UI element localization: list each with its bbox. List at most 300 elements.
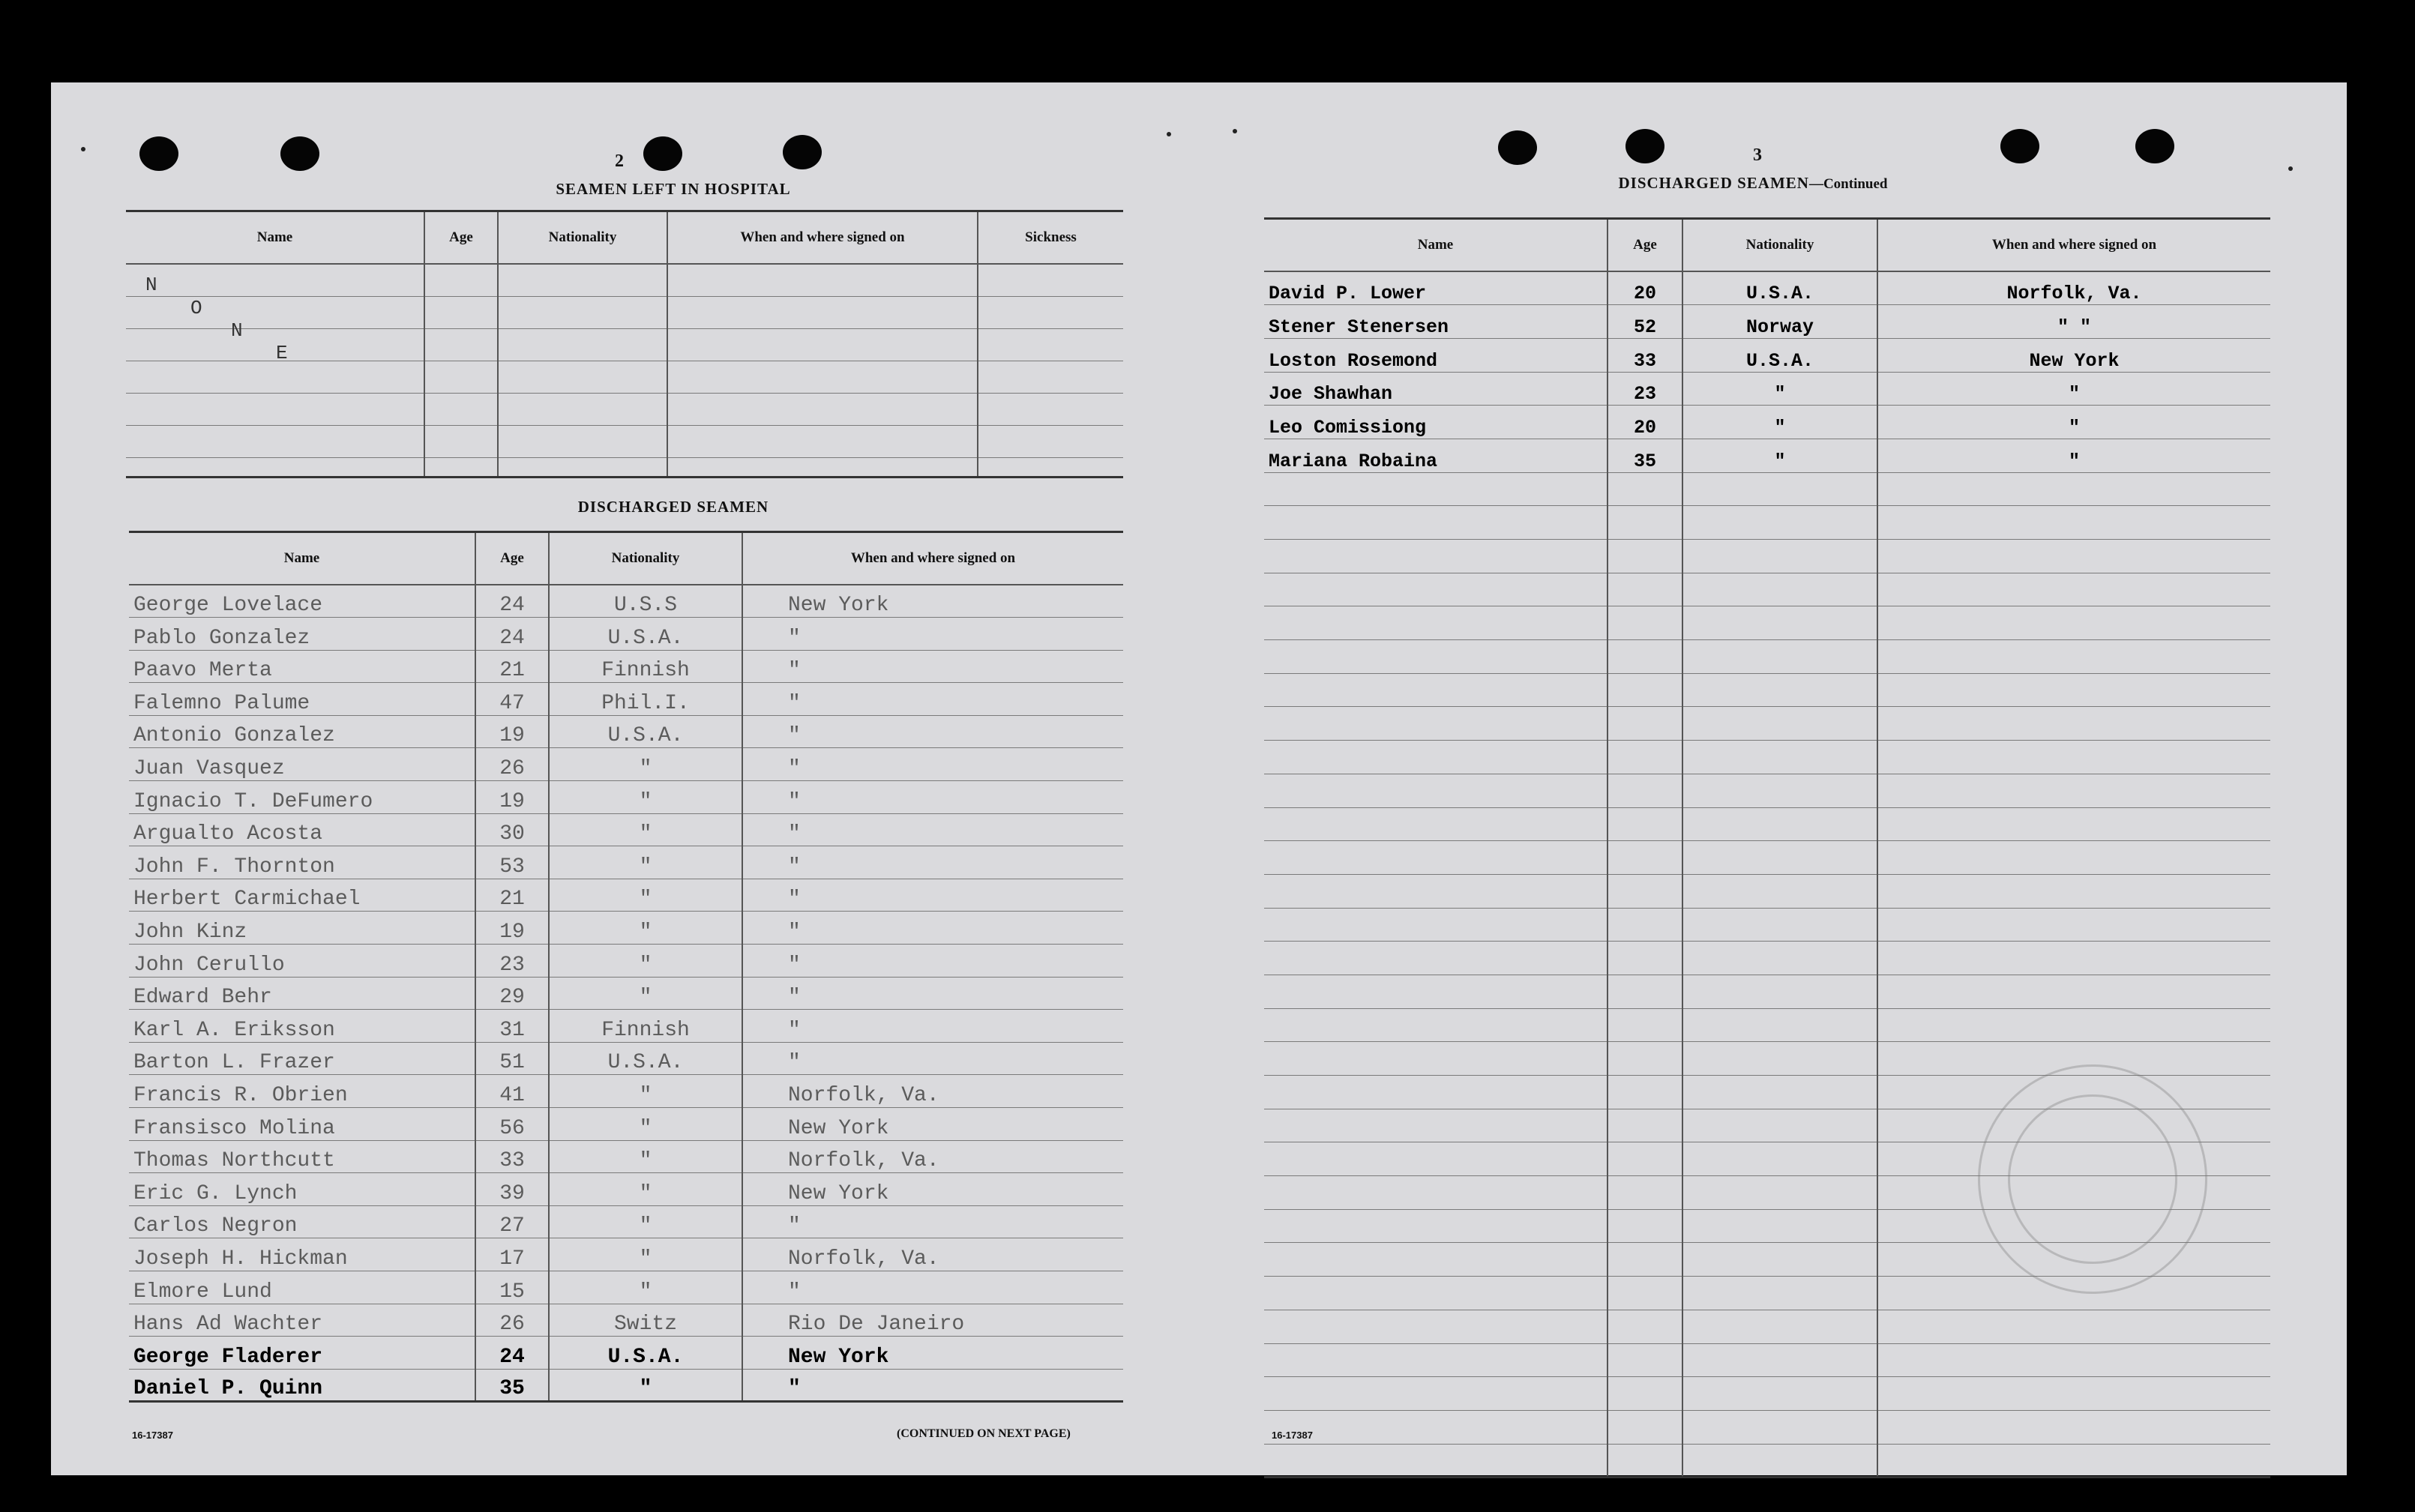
cell-nationality [1682, 707, 1877, 741]
cell-name: Daniel P. Quinn [129, 1369, 475, 1402]
cell-signed-on: " [742, 748, 1123, 781]
table-row [129, 945, 1123, 978]
cell-nationality [1682, 975, 1877, 1008]
cell-signed-on [1877, 942, 2270, 975]
faded-stamp-inner [2008, 1094, 2177, 1264]
cell-age [1608, 741, 1682, 774]
cell-nationality: U.S.A. [549, 618, 742, 651]
table-row [126, 425, 1123, 457]
speck [2288, 166, 2293, 171]
table-row [126, 457, 1123, 477]
cell-age [1608, 807, 1682, 841]
col-header-signed-on: When and where signed on [667, 211, 978, 265]
cell-name [1264, 874, 1608, 908]
cell-name: Argualto Acosta [129, 813, 475, 846]
cell-name: Hans Ad Wachter [129, 1304, 475, 1337]
form-number-right: 16-17387 [1272, 1430, 1313, 1441]
table-row [1264, 1444, 2270, 1478]
cell-signed-on [1877, 540, 2270, 573]
table-row [126, 393, 1123, 425]
punch-hole [783, 135, 822, 169]
cell-name: Leo Comissiong [1264, 406, 1608, 439]
col-header-signed-on: When and where signed on [742, 532, 1123, 585]
cell-nationality: " [549, 1271, 742, 1304]
cell-name [1264, 506, 1608, 540]
cell-age: 24 [475, 585, 549, 618]
discharged-continued-label: DISCHARGED SEAMEN [1618, 174, 1809, 192]
table-row [1264, 774, 2270, 807]
cell-signed-on: " [742, 879, 1123, 912]
cell-name: Juan Vasquez [129, 748, 475, 781]
cell-name: Falemno Palume [129, 683, 475, 716]
cell-signed-on: Norfolk, Va. [1877, 271, 2270, 305]
cell-age: 24 [475, 1337, 549, 1370]
col-header-sickness: Sickness [978, 211, 1123, 265]
none-letter: O [190, 297, 202, 319]
cell-signed-on [1877, 774, 2270, 807]
cell-age: 33 [1608, 338, 1682, 372]
cell-nationality [1682, 1310, 1877, 1343]
cell-age: 19 [475, 912, 549, 945]
cell-nationality: " [549, 1140, 742, 1173]
cell-name [1264, 841, 1608, 875]
table-row [129, 683, 1123, 716]
cell-age [1608, 975, 1682, 1008]
cell-name [1264, 1076, 1608, 1109]
cell-name [1264, 1410, 1608, 1444]
cell-signed-on: New York [742, 1108, 1123, 1141]
none-letter: E [276, 342, 288, 364]
cell-age: 19 [475, 781, 549, 814]
punch-hole [2135, 129, 2174, 163]
table-row [129, 1369, 1123, 1402]
cell-nationality [1682, 606, 1877, 640]
cell-age [1608, 1410, 1682, 1444]
cell-name: Fransisco Molina [129, 1108, 475, 1141]
cell-nationality [1682, 874, 1877, 908]
cell-name [1264, 540, 1608, 573]
cell-signed-on: " [742, 846, 1123, 879]
table-row [1264, 707, 2270, 741]
cell-nationality: U.S.A. [549, 1337, 742, 1370]
page-number-left: 2 [615, 151, 624, 171]
cell-name: Antonio Gonzalez [129, 715, 475, 748]
cell-age: 29 [475, 977, 549, 1010]
punch-hole [1625, 129, 1664, 163]
cell-name: John Cerullo [129, 945, 475, 978]
cell-nationality: Switz [549, 1304, 742, 1337]
none-letter: N [145, 274, 157, 296]
cell-signed-on: Rio De Janeiro [742, 1304, 1123, 1337]
table-row [129, 977, 1123, 1010]
cell-age [1608, 774, 1682, 807]
cell-nationality: Norway [1682, 305, 1877, 339]
cell-age: 20 [1608, 271, 1682, 305]
col-header-nationality: Nationality [549, 532, 742, 585]
table-row [1264, 372, 2270, 406]
cell-signed-on: Norfolk, Va. [742, 1140, 1123, 1173]
cell-age [1608, 1076, 1682, 1109]
cell-age: 26 [475, 1304, 549, 1337]
col-header-signed-on: When and where signed on [1877, 219, 2270, 272]
cell-age [1608, 908, 1682, 942]
table-row [129, 912, 1123, 945]
cell-age: 24 [475, 618, 549, 651]
cell-nationality [1682, 741, 1877, 774]
cell-nationality [1682, 472, 1877, 506]
cell-age [1608, 1209, 1682, 1243]
discharged-table [129, 531, 1123, 1403]
cell-nationality: " [549, 1205, 742, 1238]
cell-name: Barton L. Frazer [129, 1042, 475, 1075]
cell-age: 41 [475, 1075, 549, 1108]
cell-nationality: " [1682, 439, 1877, 472]
cell-signed-on: New York [742, 585, 1123, 618]
cell-signed-on [1877, 1343, 2270, 1377]
cell-age: 33 [475, 1140, 549, 1173]
cell-age: 19 [475, 715, 549, 748]
cell-signed-on [1877, 573, 2270, 606]
continued-note: (CONTINUED ON NEXT PAGE) [897, 1427, 1071, 1440]
table-row [1264, 1008, 2270, 1042]
cell-nationality: " [549, 813, 742, 846]
cell-name [1264, 1042, 1608, 1076]
cell-nationality [1682, 673, 1877, 707]
cell-age [1608, 874, 1682, 908]
cell-signed-on: " [742, 618, 1123, 651]
cell-name [1264, 673, 1608, 707]
cell-name: Karl A. Eriksson [129, 1010, 475, 1043]
cell-age [1608, 1377, 1682, 1411]
cell-signed-on: " [742, 683, 1123, 716]
cell-age [1608, 506, 1682, 540]
col-header-name: Name [126, 211, 424, 265]
table-row [126, 361, 1123, 393]
cell-signed-on: " [742, 1205, 1123, 1238]
table-row [126, 296, 1123, 328]
table-row [129, 1271, 1123, 1304]
cell-nationality [1682, 1109, 1877, 1142]
cell-age [1608, 942, 1682, 975]
cell-name [1264, 1343, 1608, 1377]
table-row [129, 846, 1123, 879]
table-row [1264, 606, 2270, 640]
table-row [129, 1337, 1123, 1370]
cell-signed-on: " [742, 1010, 1123, 1043]
cell-age: 23 [1608, 372, 1682, 406]
table-row [1264, 874, 2270, 908]
table-row [129, 1173, 1123, 1206]
cell-nationality: Phil.I. [549, 683, 742, 716]
table-row [1264, 1343, 2270, 1377]
cell-age [1608, 1310, 1682, 1343]
cell-signed-on: " [1877, 406, 2270, 439]
cell-signed-on [1877, 874, 2270, 908]
cell-nationality: " [549, 1369, 742, 1402]
cell-signed-on: New York [742, 1337, 1123, 1370]
table-row [129, 813, 1123, 846]
cell-nationality [1682, 1176, 1877, 1210]
cell-age: 31 [475, 1010, 549, 1043]
table-row [1264, 975, 2270, 1008]
cell-nationality [1682, 942, 1877, 975]
table-row [1264, 540, 2270, 573]
cell-nationality [1682, 908, 1877, 942]
cell-name [1264, 807, 1608, 841]
col-header-age: Age [1608, 219, 1682, 272]
cell-name [1264, 1209, 1608, 1243]
cell-signed-on: " [742, 945, 1123, 978]
cell-age [1608, 673, 1682, 707]
cell-name [1264, 1277, 1608, 1310]
cell-nationality: " [549, 1108, 742, 1141]
cell-name [1264, 640, 1608, 674]
table-row [129, 879, 1123, 912]
cell-nationality [1682, 1410, 1877, 1444]
cell-age [1608, 1109, 1682, 1142]
col-header-age: Age [424, 211, 498, 265]
speck [1233, 129, 1237, 133]
table-row [129, 781, 1123, 814]
cell-nationality [1682, 1444, 1877, 1478]
table-row [129, 1304, 1123, 1337]
cell-age [1608, 707, 1682, 741]
cell-nationality: " [549, 1238, 742, 1271]
cell-name [1264, 1176, 1608, 1210]
cell-age [1608, 1343, 1682, 1377]
cell-signed-on [1877, 841, 2270, 875]
table-row [1264, 640, 2270, 674]
cell-name: Edward Behr [129, 977, 475, 1010]
cell-name: Paavo Merta [129, 650, 475, 683]
cell-nationality [1682, 1243, 1877, 1277]
cell-name [1264, 1109, 1608, 1142]
cell-signed-on: " [742, 1369, 1123, 1402]
table-row [1264, 741, 2270, 774]
cell-signed-on: " [742, 1271, 1123, 1304]
cell-name: David P. Lower [1264, 271, 1608, 305]
cell-nationality [1682, 1042, 1877, 1076]
cell-signed-on [1877, 1008, 2270, 1042]
table-row [126, 264, 1123, 296]
cell-name: George Lovelace [129, 585, 475, 618]
table-row [1264, 573, 2270, 606]
cell-nationality [1682, 640, 1877, 674]
table-row [1264, 305, 2270, 339]
cell-signed-on: Norfolk, Va. [742, 1238, 1123, 1271]
cell-name: Pablo Gonzalez [129, 618, 475, 651]
col-header-nationality: Nationality [498, 211, 667, 265]
cell-nationality [1682, 1076, 1877, 1109]
cell-name: Elmore Lund [129, 1271, 475, 1304]
cell-signed-on [1877, 673, 2270, 707]
cell-age: 21 [475, 879, 549, 912]
cell-nationality [1682, 807, 1877, 841]
table-row [129, 748, 1123, 781]
table-row [129, 618, 1123, 651]
punch-hole [1498, 130, 1537, 165]
none-letter: N [231, 319, 243, 342]
cell-nationality: " [549, 1173, 742, 1206]
continued-suffix: —Continued [1808, 176, 1888, 192]
cell-nationality [1682, 1142, 1877, 1176]
table-row [1264, 472, 2270, 506]
table-row [1264, 1310, 2270, 1343]
cell-signed-on: " [742, 781, 1123, 814]
cell-nationality: " [1682, 372, 1877, 406]
cell-name [1264, 1008, 1608, 1042]
cell-nationality: Finnish [549, 1010, 742, 1043]
cell-age [1608, 841, 1682, 875]
cell-nationality: U.S.S [549, 585, 742, 618]
cell-name: Joe Shawhan [1264, 372, 1608, 406]
cell-nationality [1682, 1008, 1877, 1042]
speck [1167, 132, 1171, 136]
cell-signed-on: " [742, 912, 1123, 945]
cell-signed-on [1877, 472, 2270, 506]
cell-nationality [1682, 540, 1877, 573]
cell-name [1264, 1377, 1608, 1411]
cell-signed-on [1877, 807, 2270, 841]
table-row [129, 1010, 1123, 1043]
table-row [129, 1140, 1123, 1173]
cell-nationality [1682, 1277, 1877, 1310]
cell-age: 56 [475, 1108, 549, 1141]
cell-age: 21 [475, 650, 549, 683]
cell-age [1608, 606, 1682, 640]
punch-hole [139, 136, 178, 171]
table-row [129, 585, 1123, 618]
cell-age: 20 [1608, 406, 1682, 439]
cell-nationality: U.S.A. [549, 1042, 742, 1075]
table-row [129, 1042, 1123, 1075]
form-number-left: 16-17387 [132, 1430, 173, 1441]
cell-name: Loston Rosemond [1264, 338, 1608, 372]
cell-age: 27 [475, 1205, 549, 1238]
table-row [1264, 439, 2270, 472]
cell-age [1608, 1243, 1682, 1277]
cell-age [1608, 1008, 1682, 1042]
cell-nationality: " [549, 879, 742, 912]
cell-nationality: " [1682, 406, 1877, 439]
cell-age: 15 [475, 1271, 549, 1304]
cell-signed-on [1877, 640, 2270, 674]
table-row [1264, 271, 2270, 305]
table-row [1264, 1377, 2270, 1411]
cell-age: 47 [475, 683, 549, 716]
cell-age [1608, 540, 1682, 573]
cell-nationality: " [549, 977, 742, 1010]
cell-age: 52 [1608, 305, 1682, 339]
table-row [129, 1205, 1123, 1238]
cell-nationality: " [549, 781, 742, 814]
cell-age: 26 [475, 748, 549, 781]
cell-name: Thomas Northcutt [129, 1140, 475, 1173]
col-header-name: Name [1264, 219, 1608, 272]
cell-name: Stener Stenersen [1264, 305, 1608, 339]
cell-nationality: U.S.A. [549, 715, 742, 748]
cell-age [1608, 573, 1682, 606]
cell-age [1608, 1277, 1682, 1310]
cell-name: Joseph H. Hickman [129, 1238, 475, 1271]
cell-nationality: " [549, 1075, 742, 1108]
cell-name: Eric G. Lynch [129, 1173, 475, 1206]
cell-signed-on: " [1877, 439, 2270, 472]
cell-nationality [1682, 573, 1877, 606]
cell-name: John Kinz [129, 912, 475, 945]
cell-age: 17 [475, 1238, 549, 1271]
document-sheet [51, 82, 2347, 1475]
cell-signed-on [1877, 1410, 2270, 1444]
cell-name: Herbert Carmichael [129, 879, 475, 912]
cell-nationality [1682, 1343, 1877, 1377]
cell-age: 35 [1608, 439, 1682, 472]
cell-name: Francis R. Obrien [129, 1075, 475, 1108]
cell-age: 51 [475, 1042, 549, 1075]
table-row [129, 1238, 1123, 1271]
cell-name: Mariana Robaina [1264, 439, 1608, 472]
table-row [1264, 673, 2270, 707]
cell-nationality [1682, 841, 1877, 875]
discharged-continued-title [1551, 174, 1955, 193]
table-row [129, 1075, 1123, 1108]
table-row [129, 715, 1123, 748]
cell-name [1264, 1310, 1608, 1343]
cell-age [1608, 1042, 1682, 1076]
page-number-right: 3 [1753, 145, 1762, 165]
cell-age: 35 [475, 1369, 549, 1402]
hospital-section-title: SEAMEN LEFT IN HOSPITAL [556, 180, 791, 198]
table-row [129, 1108, 1123, 1141]
cell-nationality [1682, 1377, 1877, 1411]
cell-nationality: " [549, 945, 742, 978]
cell-name: Ignacio T. DeFumero [129, 781, 475, 814]
cell-signed-on [1877, 975, 2270, 1008]
speck [81, 147, 85, 151]
cell-signed-on: New York [1877, 338, 2270, 372]
table-row [1264, 942, 2270, 975]
cell-signed-on [1877, 506, 2270, 540]
col-header-age: Age [475, 532, 549, 585]
cell-name [1264, 975, 1608, 1008]
cell-age: 30 [475, 813, 549, 846]
cell-name: Carlos Negron [129, 1205, 475, 1238]
cell-age [1608, 472, 1682, 506]
table-row [129, 650, 1123, 683]
cell-age [1608, 1142, 1682, 1176]
table-row [1264, 406, 2270, 439]
cell-signed-on: " [1877, 372, 2270, 406]
cell-signed-on [1877, 741, 2270, 774]
cell-signed-on: " [742, 1042, 1123, 1075]
cell-nationality [1682, 1209, 1877, 1243]
cell-age: 39 [475, 1173, 549, 1206]
cell-name [1264, 774, 1608, 807]
table-row [1264, 807, 2270, 841]
cell-nationality: Finnish [549, 650, 742, 683]
col-header-name: Name [129, 532, 475, 585]
cell-signed-on [1877, 1377, 2270, 1411]
cell-name [1264, 573, 1608, 606]
cell-nationality: " [549, 846, 742, 879]
cell-age [1608, 640, 1682, 674]
cell-age [1608, 1444, 1682, 1478]
cell-name [1264, 1243, 1608, 1277]
cell-name [1264, 908, 1608, 942]
cell-signed-on: " [742, 650, 1123, 683]
table-row [1264, 338, 2270, 372]
table-row [1264, 506, 2270, 540]
